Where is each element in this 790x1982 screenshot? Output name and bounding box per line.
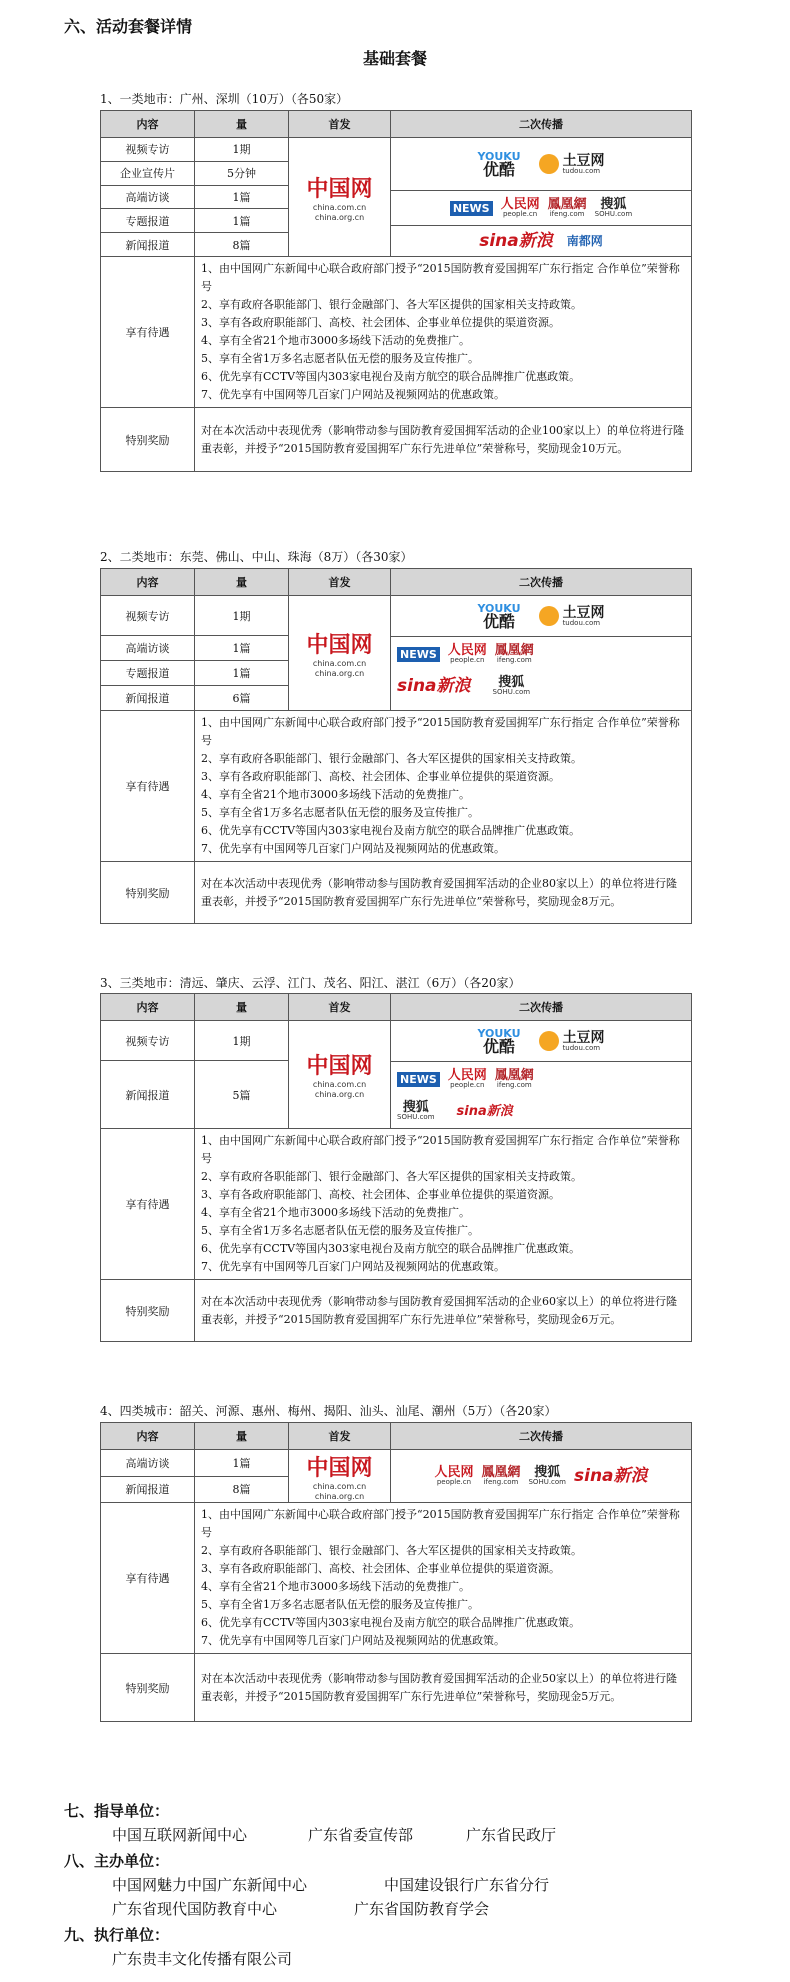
benefits-list: 1、由中国网广东新闻中心联合政府部门授予“2015国防教育爱国拥军广东行指定 合作单位”荣誉称号 2、享有政府各职能部门、银行金融部门、各大军区提供的国家相关支持政策。 3、享有各政府职能部门、高校、社会团体、企事业单位提供的渠道资源。 4、享有全省21个地市3000多场线下活动的免费推广。 5、享有全省1万多名志愿者队伍无偿的服务及宣传推广。 6、优先享有CCTV等国内303家电视台及南方航空的联合品牌推广优惠政策。 7、优先享有中国网等几百家门户网站及视频网站的优惠政策。 xyxy=(195,1503,692,1654)
item-cell: 新闻报道 xyxy=(101,1061,195,1129)
benefits-list: 1、由中国网广东新闻中心联合政府部门授予“2015国防教育爱国拥军广东行指定 合作单位”荣誉称号 2、享有政府各职能部门、银行金融部门、各大军区提供的国家相关支持政策。 3、享有各政府职能部门、高校、社会团体、企事业单位提供的渠道资源。 4、享有全省21个地市3000多场线下活动的免费推广。 5、享有全省1万多名志愿者队伍无偿的服务及宣传推广。 6、优先享有CCTV等国内303家电视台及南方航空的联合品牌推广优惠政策。 7、优先享有中国网等几百家门户网站及视频网站的优惠政策。 xyxy=(195,257,692,408)
benefits-label: 享有待遇 xyxy=(101,1503,195,1654)
qty-cell: 1篇 xyxy=(195,209,289,233)
header-second: 二次传播 xyxy=(391,569,692,596)
host-unit: 广东省国防教育学会 xyxy=(354,1900,490,1918)
section-7-title: 七、指导单位： xyxy=(64,1802,170,1820)
tudou-logo: 土豆网 tudou.com xyxy=(539,606,605,627)
header-first: 首发 xyxy=(289,111,391,138)
second-release-cell xyxy=(391,1450,692,1503)
tudou-logo: 土豆网 tudou.com xyxy=(539,154,605,175)
qty-cell: 1篇 xyxy=(195,661,289,686)
benefits-label: 享有待遇 xyxy=(101,1129,195,1280)
header-qty: 量 xyxy=(195,1423,289,1450)
benefits-list: 1、由中国网广东新闻中心联合政府部门授予“2015国防教育爱国拥军广东行指定 合作单位”荣誉称号 2、享有政府各职能部门、银行金融部门、各大军区提供的国家相关支持政策。 3、享有各政府职能部门、高校、社会团体、企事业单位提供的渠道资源。 4、享有全省21个地市3000多场线下活动的免费推广。 5、享有全省1万多名志愿者队伍无偿的服务及宣传推广。 6、优先享有CCTV等国内303家电视台及南方航空的联合品牌推广优惠政策。 7、优先享有中国网等几百家门户网站及视频网站的优惠政策。 xyxy=(195,711,692,862)
tudou-logo: 土豆网 tudou.com xyxy=(539,1031,605,1052)
package-title: 基础套餐 xyxy=(362,49,427,68)
first-release-cell xyxy=(289,1450,391,1503)
first-release-cell xyxy=(289,1021,391,1129)
sina-logo: sina新浪 xyxy=(479,230,553,251)
award-text: 对在本次活动中表现优秀（影响带动参与国防教育爱国拥军活动的企业50家以上）的单位将进行隆重表彰，并授予“2015国防教育爱国拥军广东行先进单位”荣誉称号，奖励现金5万元。 xyxy=(195,1654,692,1722)
sina-logo: sina新浪 xyxy=(574,1465,648,1486)
header-content: 内容 xyxy=(101,569,195,596)
header-qty: 量 xyxy=(195,994,289,1021)
header-qty: 量 xyxy=(195,569,289,596)
item-cell: 专题报道 xyxy=(101,661,195,686)
china-logo: 中国网 china.com.cn china.org.cn xyxy=(306,1054,373,1099)
section-8-title: 八、主办单位： xyxy=(64,1852,170,1870)
ifeng-logo: 鳳凰網 ifeng.com xyxy=(547,197,587,218)
guide-unit: 广东省委宣传部 xyxy=(308,1826,414,1844)
ifeng-logo: 鳳凰網 ifeng.com xyxy=(494,643,534,664)
item-cell: 高端访谈 xyxy=(101,185,195,209)
benefits-label: 享有待遇 xyxy=(101,257,195,408)
tier-1-table xyxy=(100,110,692,472)
header-first: 首发 xyxy=(289,1423,391,1450)
people-logo: 人民网 people.cn xyxy=(447,1068,487,1089)
award-label: 特别奖励 xyxy=(101,408,195,472)
item-cell: 新闻报道 xyxy=(101,686,195,711)
sina-logo: sina新浪 xyxy=(456,1103,513,1119)
tier-2-heading: 2、二类地市：东莞、佛山、中山、珠海（8万）（各30家） xyxy=(100,550,413,564)
sina-logo: sina新浪 xyxy=(397,675,471,696)
news-logo: NEWS xyxy=(397,1072,440,1087)
section-6-title: 六、活动套餐详情 xyxy=(64,17,193,36)
host-unit: 中国网魅力中国广东新闻中心 xyxy=(112,1876,308,1894)
china-logo: 中国网 china.com.cn china.org.cn xyxy=(306,632,373,678)
qty-cell: 1篇 xyxy=(195,636,289,661)
qty-cell: 5篇 xyxy=(195,1061,289,1129)
award-text: 对在本次活动中表现优秀（影响带动参与国防教育爱国拥军活动的企业100家以上）的单位将进行隆重表彰，并授予“2015国防教育爱国拥军广东行先进单位”荣誉称号，奖励现金10万元。 xyxy=(195,408,692,472)
host-unit: 广东省现代国防教育中心 xyxy=(112,1900,278,1918)
nandu-logo: 南都网 xyxy=(566,234,603,248)
ifeng-logo: 鳳凰網 ifeng.com xyxy=(494,1068,534,1089)
item-cell: 视频专访 xyxy=(101,138,195,162)
sohu-logo: 搜狐 SOHU.com xyxy=(594,197,633,218)
tier-4-table xyxy=(100,1422,692,1722)
qty-cell: 1篇 xyxy=(195,1450,289,1477)
tier-2-table xyxy=(100,568,692,924)
second-release-cell xyxy=(391,596,692,711)
section-9-title: 九、执行单位： xyxy=(64,1926,170,1944)
award-label: 特别奖励 xyxy=(101,1280,195,1342)
header-second: 二次传播 xyxy=(391,994,692,1021)
item-cell: 专题报道 xyxy=(101,209,195,233)
qty-cell: 1期 xyxy=(195,596,289,636)
header-second: 二次传播 xyxy=(391,111,692,138)
host-unit: 中国建设银行广东省分行 xyxy=(384,1876,550,1894)
qty-cell: 8篇 xyxy=(195,1476,289,1503)
youku-logo: YOUKU 优酷 xyxy=(477,1026,521,1056)
tudou-face-icon xyxy=(539,1031,559,1051)
first-release-cell xyxy=(289,138,391,257)
second-release-cell xyxy=(391,138,692,257)
qty-cell: 1期 xyxy=(195,138,289,162)
item-cell: 企业宣传片 xyxy=(101,161,195,185)
header-first: 首发 xyxy=(289,994,391,1021)
award-text: 对在本次活动中表现优秀（影响带动参与国防教育爱国拥军活动的企业80家以上）的单位将进行隆重表彰，并授予“2015国防教育爱国拥军广东行先进单位”荣誉称号，奖励现金8万元。 xyxy=(195,862,692,924)
header-qty: 量 xyxy=(195,111,289,138)
tudou-face-icon xyxy=(539,606,559,626)
tudou-face-icon xyxy=(539,154,559,174)
award-label: 特别奖励 xyxy=(101,1654,195,1722)
sohu-logo: 搜狐 SOHU.com xyxy=(528,1465,566,1486)
sohu-logo: 搜狐 SOHU.com xyxy=(397,1100,435,1121)
item-cell: 高端访谈 xyxy=(101,1450,195,1477)
ifeng-logo: 鳳凰網 ifeng.com xyxy=(481,1465,521,1486)
china-logo: 中国网 china.com.cn china.org.cn xyxy=(306,176,373,222)
item-cell: 高端访谈 xyxy=(101,636,195,661)
sohu-logo: 搜狐 SOHU.com xyxy=(492,675,531,696)
header-content: 内容 xyxy=(101,994,195,1021)
first-release-cell xyxy=(289,596,391,711)
benefits-label: 享有待遇 xyxy=(101,711,195,862)
news-logo: NEWS xyxy=(397,647,440,662)
guide-unit: 中国互联网新闻中心 xyxy=(112,1826,248,1844)
benefits-list: 1、由中国网广东新闻中心联合政府部门授予“2015国防教育爱国拥军广东行指定 合作单位”荣誉称号 2、享有政府各职能部门、银行金融部门、各大军区提供的国家相关支持政策。 3、享有各政府职能部门、高校、社会团体、企事业单位提供的渠道资源。 4、享有全省21个地市3000多场线下活动的免费推广。 5、享有全省1万多名志愿者队伍无偿的服务及宣传推广。 6、优先享有CCTV等国内303家电视台及南方航空的联合品牌推广优惠政策。 7、优先享有中国网等几百家门户网站及视频网站的优惠政策。 xyxy=(195,1129,692,1280)
header-second: 二次传播 xyxy=(391,1423,692,1450)
item-cell: 新闻报道 xyxy=(101,1476,195,1503)
china-logo: 中国网 china.com.cn china.org.cn xyxy=(306,1455,373,1501)
qty-cell: 6篇 xyxy=(195,686,289,711)
qty-cell: 8篇 xyxy=(195,233,289,257)
tier-4-heading: 4、四类城市：韶关、河源、惠州、梅州、揭阳、汕头、汕尾、潮州（5万）（各20家） xyxy=(100,1404,557,1418)
youku-logo: YOUKU 优酷 xyxy=(477,601,521,631)
executor-unit: 广东贵丰文化传播有限公司 xyxy=(112,1950,293,1968)
header-content: 内容 xyxy=(101,1423,195,1450)
item-cell: 视频专访 xyxy=(101,596,195,636)
second-release-cell xyxy=(391,1021,692,1129)
tier-1-heading: 1、一类地市：广州、深圳（10万）（各50家） xyxy=(100,92,349,106)
item-cell: 视频专访 xyxy=(101,1021,195,1061)
people-logo: 人民网 people.cn xyxy=(447,643,487,664)
news-logo: NEWS xyxy=(450,201,493,216)
tier-3-table xyxy=(100,993,692,1342)
tier-3-heading: 3、三类地市：清远、肇庆、云浮、江门、茂名、阳江、湛江（6万）（各20家） xyxy=(100,976,521,990)
item-cell: 新闻报道 xyxy=(101,233,195,257)
header-content: 内容 xyxy=(101,111,195,138)
youku-logo: YOUKU 优酷 xyxy=(477,149,521,179)
qty-cell: 1篇 xyxy=(195,185,289,209)
award-text: 对在本次活动中表现优秀（影响带动参与国防教育爱国拥军活动的企业60家以上）的单位将进行隆重表彰，并授予“2015国防教育爱国拥军广东行先进单位”荣誉称号，奖励现金6万元。 xyxy=(195,1280,692,1342)
header-first: 首发 xyxy=(289,569,391,596)
people-logo: 人民网 people.cn xyxy=(500,197,540,218)
people-logo: 人民网 people.cn xyxy=(434,1465,474,1486)
qty-cell: 5分钟 xyxy=(195,161,289,185)
qty-cell: 1期 xyxy=(195,1021,289,1061)
award-label: 特别奖励 xyxy=(101,862,195,924)
guide-unit: 广东省民政厅 xyxy=(466,1826,557,1844)
